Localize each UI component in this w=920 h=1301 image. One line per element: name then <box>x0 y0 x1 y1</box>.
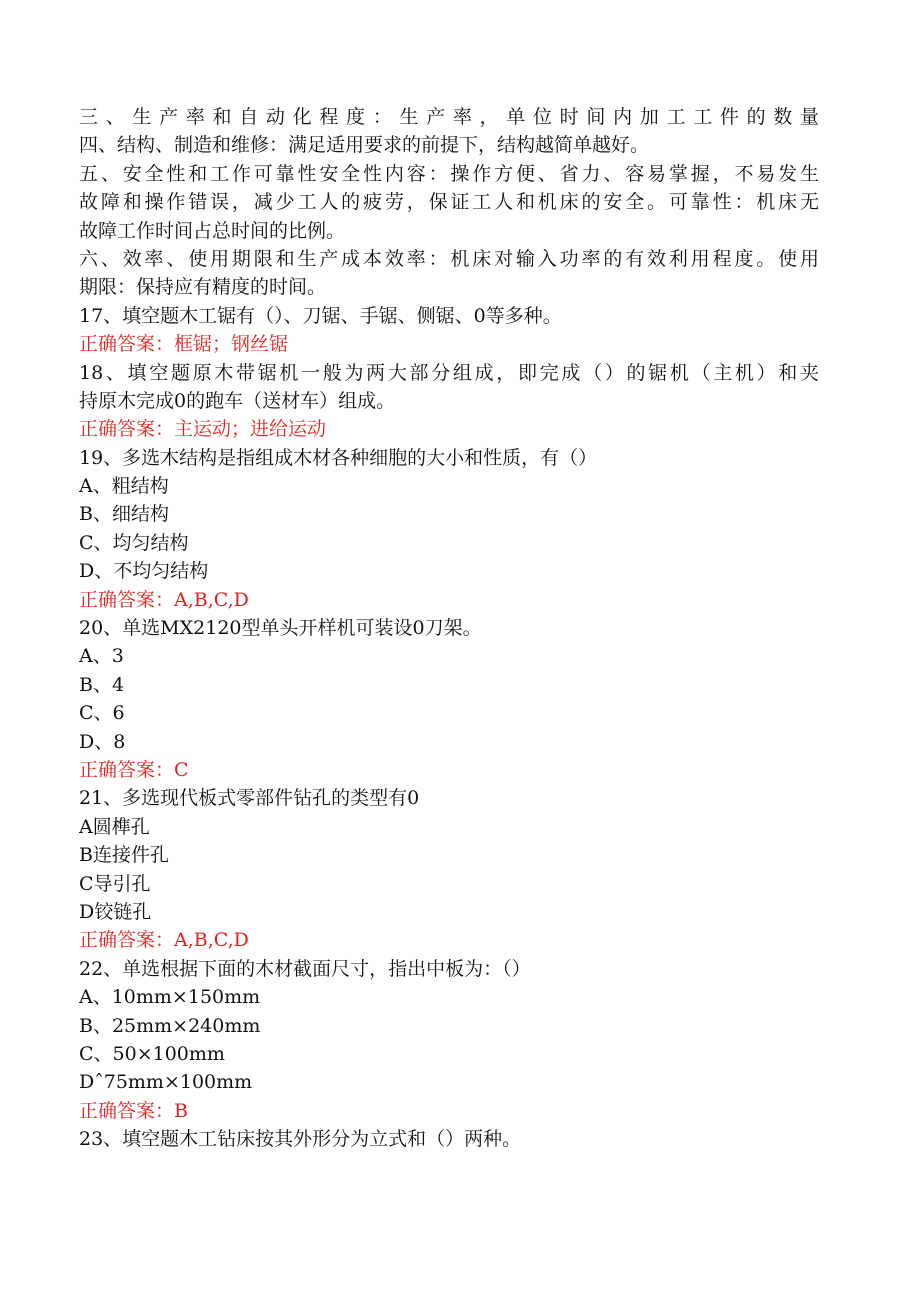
option-b: B、25mm×240mm <box>79 1014 261 1037</box>
option-b: B、4 <box>79 673 125 696</box>
option-d: D、不均匀结构 <box>79 560 209 583</box>
text-line: 五、安全性和工作可靠性安全性内容：操作方便、省力、容易掌握，不易发生 <box>79 162 819 185</box>
option-b: B、细结构 <box>79 503 169 526</box>
answer-17: 正确答案：框锯；钢丝锯 <box>79 333 289 356</box>
question-21: 21、多选现代板式零部件钻孔的类型有0 <box>79 787 420 810</box>
option-a: A、粗结构 <box>79 475 169 498</box>
text-line: 六、效率、使用期限和生产成本效率：机床对输入功率的有效利用程度。使用 <box>79 247 819 270</box>
document-page <box>79 103 819 1153</box>
answer-19: 正确答案：A,B,C,D <box>79 588 249 611</box>
question-19: 19、多选木结构是指组成木材各种细胞的大小和性质，有（） <box>79 446 598 469</box>
text-line: 故障工作时间占总时间的比例。 <box>79 219 346 242</box>
question-23: 23、填空题木工钻床按其外形分为立式和（）两种。 <box>79 1128 522 1151</box>
option-d: D、8 <box>79 730 126 753</box>
text-line: 四、结构、制造和维修：满足适用要求的前提下，结构越简单越好。 <box>79 134 650 157</box>
option-c: C、50×100mm <box>79 1042 225 1065</box>
text-line: 期限：保持应有精度的时间。 <box>79 276 327 299</box>
answer-21: 正确答案：A,B,C,D <box>79 929 249 952</box>
text-line: 三、生产率和自动化程度：生产率，单位时间内加工工件的数量 <box>79 106 819 128</box>
question-18-continued: 持原木完成0的跑车（送材车）组成。 <box>79 389 396 412</box>
answer-20: 正确答案：C <box>79 758 189 781</box>
question-22: 22、单选根据下面的木材截面尺寸，指出中板为：（） <box>79 957 531 980</box>
answer-18: 正确答案：主运动；进给运动 <box>79 418 327 441</box>
option-c: C、均匀结构 <box>79 531 189 554</box>
option-b: B连接件孔 <box>79 844 169 867</box>
question-20: 20、单选MX2120型单头开样机可装设0刀架。 <box>79 617 482 640</box>
question-18: 18、填空题原木带锯机一般为两大部分组成，即完成（）的锯机（主机）和夹 <box>79 361 819 384</box>
option-d: Dˆ75mm×100mm <box>79 1071 253 1094</box>
option-a: A、10mm×150mm <box>79 986 261 1009</box>
text-line: 故障和操作错误，减少工人的疲劳，保证工人和机床的安全。可靠性：机床无 <box>79 191 819 214</box>
option-a: A、3 <box>79 645 124 668</box>
question-17: 17、填空题木工锯有（）、刀锯、手锯、侧锯、0等多种。 <box>79 304 562 327</box>
option-d: D铰链孔 <box>79 900 152 923</box>
option-c: C、6 <box>79 702 125 725</box>
option-c: C导引孔 <box>79 872 151 895</box>
answer-22: 正确答案：B <box>79 1099 188 1122</box>
option-a: A圆榫孔 <box>79 815 150 838</box>
